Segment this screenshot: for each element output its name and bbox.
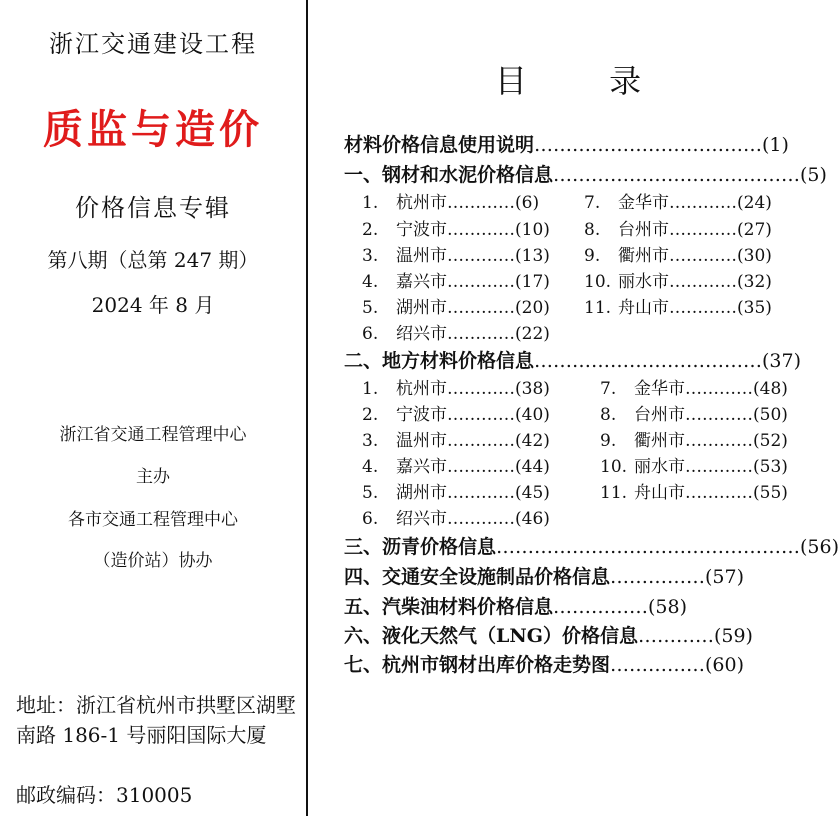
toc-section-3-leader: ………………………………………… [496,536,801,558]
steel-city-4-num: 4. [362,272,379,292]
local-city-5 [362,478,550,503]
toc-section-3-label: 三、沥青价格信息 [344,536,497,558]
steel-city-11 [584,293,772,318]
toc-intro-leader: ……………………………… [534,134,763,156]
toc-section-1-leader: ………………………………… [553,164,801,186]
local-city-10 [600,452,788,477]
local-city-11-name: 舟山市 [634,483,685,503]
steel-city-7-page: (24) [737,193,772,213]
toc-section-5-page: (58) [648,596,688,618]
steel-city-7-name: 金华市 [618,193,669,213]
local-city-4-leader: ………… [447,457,515,477]
toc-section-4-label: 四、交通安全设施制品价格信息 [344,566,611,588]
organizer: 浙江省交通工程管理中心 [59,425,247,445]
local-city-9-num: 9. [600,431,617,451]
local-city-6 [362,504,550,529]
local-city-3-leader: ………… [447,431,515,451]
local-city-11 [600,478,788,503]
local-city-3-num: 3. [362,431,379,451]
local-city-11-leader: ………… [685,483,753,503]
steel-city-1-num: 1. [362,193,379,213]
steel-city-2 [362,215,550,240]
steel-city-5-name: 湖州市 [396,298,447,318]
local-city-10-page: (53) [753,457,788,477]
toc-section-6-page: (59) [713,625,753,647]
toc-section-2-page: (37) [762,350,802,372]
local-city-6-page: (46) [515,509,550,529]
steel-city-5-num: 5. [362,298,379,318]
steel-city-3-page: (13) [515,246,550,266]
steel-city-9-leader: ………… [669,246,737,266]
steel-city-8-page: (27) [737,220,772,240]
toc-intro-page: (1) [762,134,789,156]
steel-city-10-leader: ………… [669,272,737,292]
toc-section-1-label: 一、钢材和水泥价格信息 [344,164,554,186]
local-city-1-page: (38) [515,379,550,399]
local-city-6-name: 绍兴市 [396,509,447,529]
local-city-1-num: 1. [362,379,379,399]
organizer-role: 主办 [136,467,170,487]
steel-city-8-name: 台州市 [618,220,669,240]
toc-section-3 [344,532,839,559]
local-city-2-leader: ………… [447,405,515,425]
steel-city-1 [362,188,539,213]
toc-section-6-label: 六、液化天然气（LNG）价格信息 [344,625,638,647]
local-city-4 [362,452,550,477]
postcode: 邮政编码：310005 [16,783,193,807]
local-city-4-num: 4. [362,457,379,477]
toc-section-5-label: 五、汽柴油材料价格信息 [344,596,554,618]
steel-city-6-num: 6. [362,324,379,344]
steel-city-4-name: 嘉兴市 [396,272,447,292]
steel-city-4 [362,267,550,292]
steel-city-9-page: (30) [737,246,772,266]
local-city-6-num: 6. [362,509,379,529]
local-city-8-name: 台州市 [634,405,685,425]
steel-city-5-page: (20) [515,298,550,318]
local-city-5-num: 5. [362,483,379,503]
toc-section-2 [344,346,801,373]
steel-city-4-leader: ………… [447,272,515,292]
steel-city-10-page: (32) [737,272,772,292]
steel-city-3-name: 温州市 [396,246,447,266]
local-city-3-page: (42) [515,431,550,451]
steel-city-1-name: 杭州市 [396,193,447,213]
local-city-8-leader: ………… [685,405,753,425]
toc-section-4-page: (57) [705,566,745,588]
local-city-9-leader: ………… [685,431,753,451]
steel-city-3-num: 3. [362,246,379,266]
steel-city-10-num: 10. [584,272,612,292]
address: 地址：浙江省杭州市拱墅区湖墅南路 186-1 号丽阳国际大厦 [16,693,296,747]
local-city-5-name: 湖州市 [396,483,447,503]
local-city-10-num: 10. [600,457,628,477]
local-city-9 [600,426,788,451]
local-city-5-page: (45) [515,483,550,503]
steel-city-6 [362,319,550,344]
cover-panel [0,0,306,816]
local-city-11-page: (55) [753,483,788,503]
local-city-4-page: (44) [515,457,550,477]
local-city-2-name: 宁波市 [396,405,447,425]
steel-city-11-leader: ………… [669,298,737,318]
steel-city-8-leader: ………… [669,220,737,240]
steel-city-11-page: (35) [737,298,772,318]
steel-city-4-page: (17) [515,272,550,292]
toc-section-2-leader: ……………………………… [534,350,763,372]
toc-section-7 [344,650,744,677]
local-city-1-name: 杭州市 [396,379,447,399]
toc-section-7-leader: …………… [610,654,706,676]
steel-city-10-name: 丽水市 [618,272,669,292]
local-city-8 [600,400,788,425]
toc-title: 目 录 [494,62,678,100]
toc-section-1 [344,160,827,187]
steel-city-5-leader: ………… [447,298,515,318]
local-city-10-name: 丽水市 [634,457,685,477]
local-city-7-name: 金华市 [634,379,685,399]
local-city-8-num: 8. [600,405,617,425]
local-city-7-page: (48) [753,379,788,399]
local-city-10-leader: ………… [685,457,753,477]
toc-section-2-label: 二、地方材料价格信息 [344,350,535,372]
local-city-2-page: (40) [515,405,550,425]
toc-section-7-label: 七、杭州市钢材出库价格走势图 [344,654,611,676]
toc-section-6 [344,621,753,648]
toc-intro-label: 材料价格信息使用说明 [344,134,535,156]
steel-city-6-name: 绍兴市 [396,324,447,344]
steel-city-7 [584,188,772,213]
steel-city-6-page: (22) [515,324,550,344]
issue-number: 第八期（总第 247 期） [47,248,259,272]
steel-city-2-page: (10) [515,220,550,240]
toc-section-1-page: (5) [800,164,827,186]
local-city-2 [362,400,550,425]
toc-section-4 [344,562,744,589]
steel-city-2-name: 宁波市 [396,220,447,240]
local-city-7-num: 7. [600,379,617,399]
steel-city-10 [584,267,772,292]
toc-section-3-page: (56) [800,536,839,558]
steel-city-8 [584,215,772,240]
steel-city-3 [362,241,550,266]
toc-section-6-leader: ………… [637,625,714,647]
steel-city-2-leader: ………… [447,220,515,240]
local-city-4-name: 嘉兴市 [396,457,447,477]
local-city-7-leader: ………… [685,379,753,399]
toc-section-5-leader: …………… [553,596,649,618]
local-city-1 [362,374,550,399]
steel-city-2-num: 2. [362,220,379,240]
steel-city-1-page: (6) [515,193,540,213]
toc-intro [344,130,789,157]
steel-city-7-num: 7. [584,193,601,213]
local-city-3-name: 温州市 [396,431,447,451]
local-city-7 [600,374,788,399]
local-city-3 [362,426,550,451]
local-city-5-leader: ………… [447,483,515,503]
local-city-8-page: (50) [753,405,788,425]
special-edition: 价格信息专辑 [75,194,231,222]
co-organizer-role: （造价站）协办 [93,551,213,571]
steel-city-7-leader: ………… [669,193,737,213]
local-city-1-leader: ………… [447,379,515,399]
brand-title: 质监与造价 [43,106,263,153]
local-city-6-leader: ………… [447,509,515,529]
toc-section-7-page: (60) [705,654,745,676]
steel-city-6-leader: ………… [447,324,515,344]
steel-city-11-name: 舟山市 [618,298,669,318]
steel-city-11-num: 11. [584,298,612,318]
magazine-title: 浙江交通建设工程 [49,30,257,58]
toc-section-5 [344,592,687,619]
co-organizer: 各市交通工程管理中心 [68,510,238,530]
steel-city-1-leader: ………… [447,193,515,213]
steel-city-9-name: 衢州市 [618,246,669,266]
steel-city-9 [584,241,772,266]
local-city-2-num: 2. [362,405,379,425]
local-city-9-page: (52) [753,431,788,451]
steel-city-3-leader: ………… [447,246,515,266]
steel-city-9-num: 9. [584,246,601,266]
steel-city-8-num: 8. [584,220,601,240]
issue-date: 2024 年 8 月 [91,293,215,317]
local-city-9-name: 衢州市 [634,431,685,451]
steel-city-5 [362,293,550,318]
toc-section-4-leader: …………… [610,566,706,588]
local-city-11-num: 11. [600,483,628,503]
